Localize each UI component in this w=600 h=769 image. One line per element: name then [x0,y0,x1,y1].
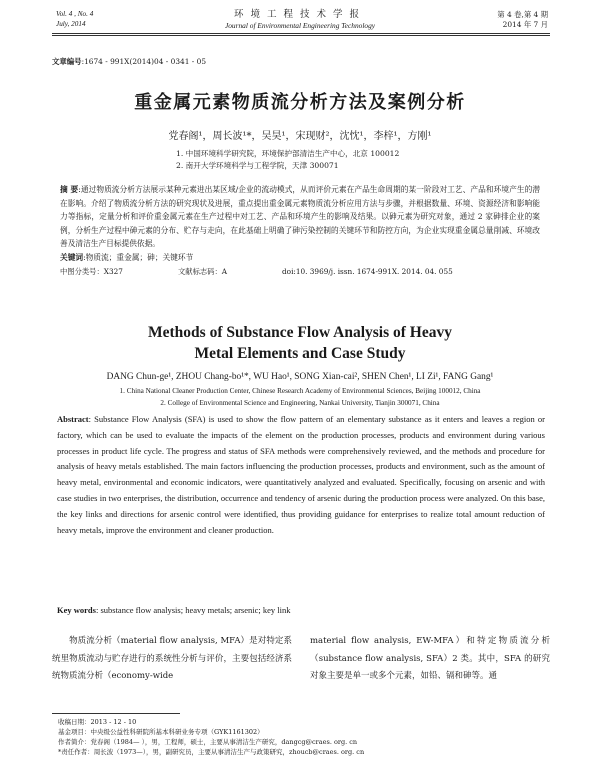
title-en-line-1: Methods of Substance Flow Analysis of Heavy [148,324,452,341]
header-date-cn: 2014 年 7 月 [502,20,548,29]
doi: doi:10. 3969/j. issn. 1674-991X. 2014. 04. 055 [282,267,453,276]
abstract-cn [60,183,540,251]
keywords-cn-text: :物质流；重金属；砷；关键环节 [83,253,194,262]
keywords-en-label: Key words [57,605,96,615]
footnote-received: 收稿日期：2013 - 12 - 10 [58,718,137,726]
body-column-right: material flow analysis, EW-MFA）和特定物质流分析（substance flow analysis, SFA）2 类。其中，SFA 的研究对象主要是单一或多个元素，如铅、镉和砷等。通 [310,636,550,681]
header-date: July, 2014 [56,20,86,28]
body-left-text: 物质流分析（material flow analysis, MFA）是对特定系统里物质流动与贮存进行的系统性分析与评价，主要包括经济系统物质流分析（economy-wide [52,636,292,681]
affiliation-cn-1: 1. 中国环境科学研究院，环境保护部清洁生产中心，北京 100012 [176,149,400,158]
header-rule [52,33,550,34]
abstract-en-text: : Substance Flow Analysis (SFA) is used to show the flow pattern of an elementary substance as it enters and leaves a region or factory, which can be used to evaluate the impacts of the element on the production processes, products and environment during various processes in product life cycle. The progress and status of SFA methods were comprehensively reviewed, and the methods and procedure for analysis of heavy metals established. The main factors influencing the production processes, products and environment, such as the amount of heavy metal, environmental and economic indicators, were quantitatively analyzed and evaluated. Specifically, focusing on arsenic and with case studies in two enterprises, the distribution, occurrence and tendency of arsenic during the production process were analyzed. On this base, the key links and directions for arsenic control were identified, thus providing guidance for enterprises to realize total amount reduction of heavy metals, improve the environment and cleaner production. [57,414,545,535]
article-number-label: 文章编号 [52,57,82,66]
article-number-value: :1674 - 991X(2014)04 - 0341 - 05 [81,57,207,66]
affiliation-en-1: 1. China National Cleaner Production Center, Chinese Research Academy of Environmental Sciences, Beijing 100012, China [119,387,481,395]
abstract-en [57,412,545,538]
footnote-rule [52,713,180,714]
header-volume: Vol. 4 , No. 4 [56,10,94,18]
article-number [52,56,206,67]
footnote-funding: 基金项目：中央级公益性科研院所基本科研业务专项（GYK1161302） [58,728,264,736]
authors-en: DANG Chun-ge¹, ZHOU Chang-bo¹*, WU Hao¹, SONG Xian-cai², SHEN Chen¹, LI Zi¹, FANG Gang¹ [106,372,494,382]
journal-name-en: Journal of Environmental Engineering Technology [224,21,376,30]
abstract-en-label: Abstract [57,414,89,424]
clc-number: 中图分类号：X327 [60,267,123,276]
affiliation-cn-2: 2. 南开大学环境科学与工程学院，天津 300071 [176,161,339,170]
abstract-cn-label: 摘 要 [60,185,79,194]
journal-name-cn: 环境工程技术学报 [233,9,366,20]
header-rule-2 [52,35,550,36]
document-code: 文献标志码：A [178,267,228,276]
footnote-corresponding: *责任作者：周长波（1973—），男，副研究员，主要从事清洁生产与政策研究，zhoucb@craes. org. cn [58,748,365,756]
keywords-cn [60,252,193,264]
title-cn: 重金属元素物质流分析方法及案例分析 [134,92,466,113]
footnote-author-bio: 作者简介：党春阁（1984— ），男，工程师，硕士，主要从事清洁生产研究，dangcg@craes. org. cn [58,738,358,746]
keywords-en [57,605,290,615]
affiliation-en-2: 2. College of Environmental Science and Engineering, Nankai University, Tianjin 300071, China [160,399,440,407]
header-volume-cn: 第 4 卷,第 4 期 [497,10,548,19]
keywords-en-text: : substance flow analysis; heavy metals; arsenic; key link [95,605,291,615]
body-column-left [52,633,292,686]
abstract-cn-text: :通过物质流分析方法展示某种元素进出某区域/企业的流动模式，从而评价元素在产品生命周期的某一阶段对工艺、产品和环境产生的潜在影响。介绍了物质流分析方法的研究现状及进展，重点提出重金属元素物质流分析应用方法与步骤，并根据数量、环境、资源经济和影响能力等指标，定量分析和评价重金属元素在生产过程中对工艺、产品和环境产生的影响及结果。以砷元素为研究对象，通过 2 家砷排企业的案例，分析生产过程中砷元素的分布、贮存与走向，在此基础上明确了砷污染控制的关键环节和防控方向，为企业实现重金属总量削减、环境改善及清洁生产目标提供依据。 [60,185,541,249]
title-en-line-2: Metal Elements and Case Study [194,345,406,362]
keywords-cn-label: 关键词 [60,253,84,262]
authors-cn: 党春阁¹，周长波¹*，吴昊¹，宋现财²，沈忱¹，李梓¹，方刚¹ [168,131,432,142]
